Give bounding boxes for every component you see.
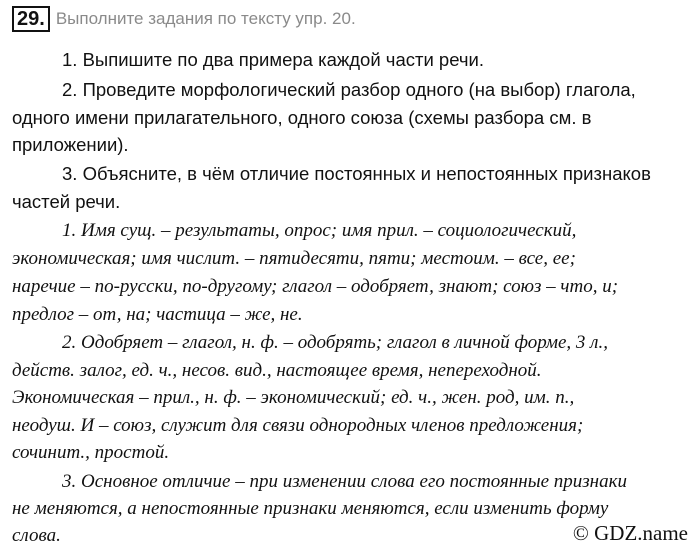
task-line: 2. Проведите морфологический разбор одного (на выбор) глагола, <box>62 79 636 100</box>
answer-line: предлог – от, на; частица – же, не. <box>12 304 303 325</box>
answer-line: сочинит., простой. <box>12 442 170 463</box>
answer-line: неодуш. И – союз, служит для связи однородных членов предложения; <box>12 415 584 436</box>
task-line: 3. Объясните, в чём отличие постоянных и непостоянных признаков <box>62 163 651 184</box>
answer-line: 1. Имя сущ. – результаты, опрос; имя прил. – социологический, <box>62 220 577 241</box>
answer-line: экономическая; имя числит. – пятидесяти, пяти; местоим. – все, ее; <box>12 248 576 269</box>
answer-line: Экономическая – прил., н. ф. – экономический; ед. ч., жен. род, им. п., <box>12 387 575 408</box>
exercise-header <box>12 6 356 32</box>
answer-line: 2. Одобряет – глагол, н. ф. – одобрять; глагол в личной форме, 3 л., <box>62 332 608 353</box>
answer-line: не меняются, а непостоянные признаки меняются, если изменить форму <box>12 498 609 519</box>
answer-line: наречие – по-русски, по-другому; глагол – одобряет, знают; союз – что, и; <box>12 276 619 297</box>
exercise-instruction: Выполните задания по тексту упр. 20. <box>55 9 356 28</box>
answer-line: слова. <box>12 525 61 546</box>
task-line: частей речи. <box>12 191 121 212</box>
site-watermark: © GDZ.name <box>572 521 688 545</box>
exercise-number: 29. <box>12 6 50 32</box>
answer-line: 3. Основное отличие – при изменении слова его постоянные признаки <box>62 471 627 492</box>
answer-line: действ. залог, ед. ч., несов. вид., настоящее время, непереходной. <box>12 360 542 381</box>
task-line: 1. Выпишите по два примера каждой части речи. <box>62 49 485 70</box>
task-line: одного имени прилагательного, одного союза (схемы разбора см. в <box>12 107 592 128</box>
task-line: приложении). <box>12 134 129 155</box>
